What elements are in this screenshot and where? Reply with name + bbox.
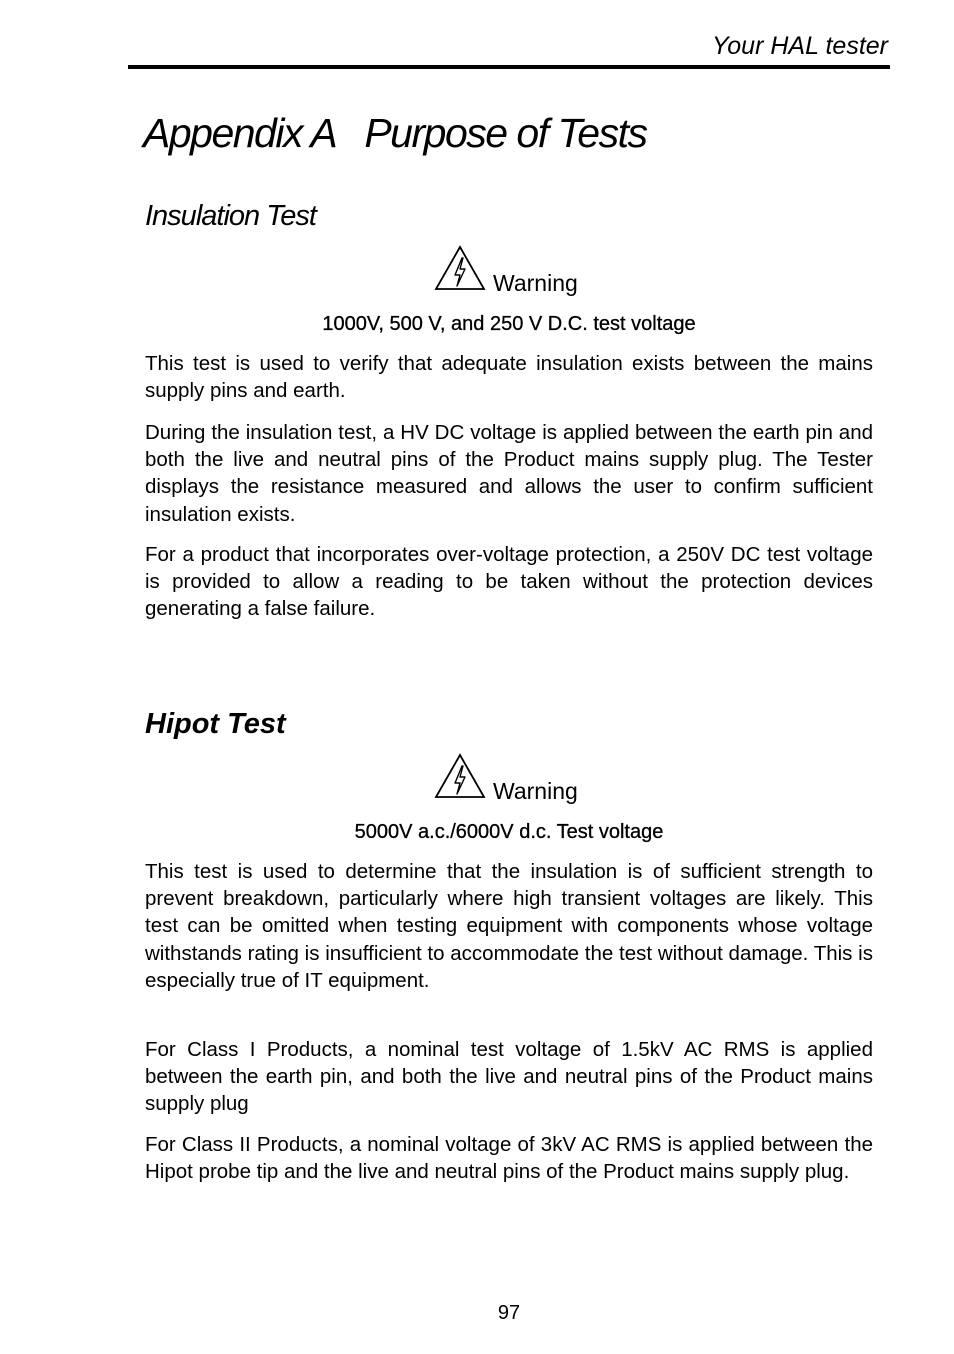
high-voltage-warning-icon (434, 245, 486, 291)
insulation-paragraph: For a product that incorporates over-voltage protection, a 250V DC test voltage is provided to allow a reading to be taken without the protection devices generating a false failure. (145, 543, 873, 621)
hipot-paragraph: For Class II Products, a nominal voltage of 3kV AC RMS is applied between the Hipot probe tip and the live and neutral pins of the Product mains supply plug. (145, 1133, 873, 1184)
insulation-warning (145, 245, 873, 295)
warning-label: Warning (493, 270, 578, 296)
insulation-paragraph: This test is used to verify that adequate insulation exists between the mains supply pins and earth. (145, 352, 873, 403)
warning-label: Warning (493, 778, 578, 804)
appendix-title: Appendix A Purpose of Tests (143, 110, 647, 156)
insulation-voltage-note: 1000V, 500 V, and 250 V D.C. test voltage (322, 313, 696, 335)
hipot-test-heading: Hipot Test (145, 708, 286, 740)
high-voltage-warning-icon (434, 753, 486, 799)
hipot-paragraph: This test is used to determine that the insulation is of sufficient strength to prevent breakdown, particularly where high transient voltages are likely. This test can be omitted when testing equipment with components whose voltage withstands rating is insufficient to accommodate the test without damage. This is especially true of IT equipment. (145, 860, 873, 992)
insulation-paragraph: During the insulation test, a HV DC voltage is applied between the earth pin and both the live and neutral pins of the Product mains supply plug. The Tester displays the resistance measured and allows the user to confirm sufficient insulation exists. (145, 421, 873, 526)
header-divider (128, 65, 890, 69)
hipot-paragraph: For Class I Products, a nominal test voltage of 1.5kV AC RMS is applied between the earth pin, and both the live and neutral pins of the Product mains supply plug (145, 1038, 873, 1116)
insulation-test-heading: Insulation Test (145, 200, 316, 232)
hipot-voltage-note: 5000V a.c./6000V d.c. Test voltage (354, 821, 664, 843)
hipot-warning (145, 753, 873, 803)
page-number: 97 (497, 1302, 521, 1324)
running-header-title: Your HAL tester (711, 32, 888, 60)
